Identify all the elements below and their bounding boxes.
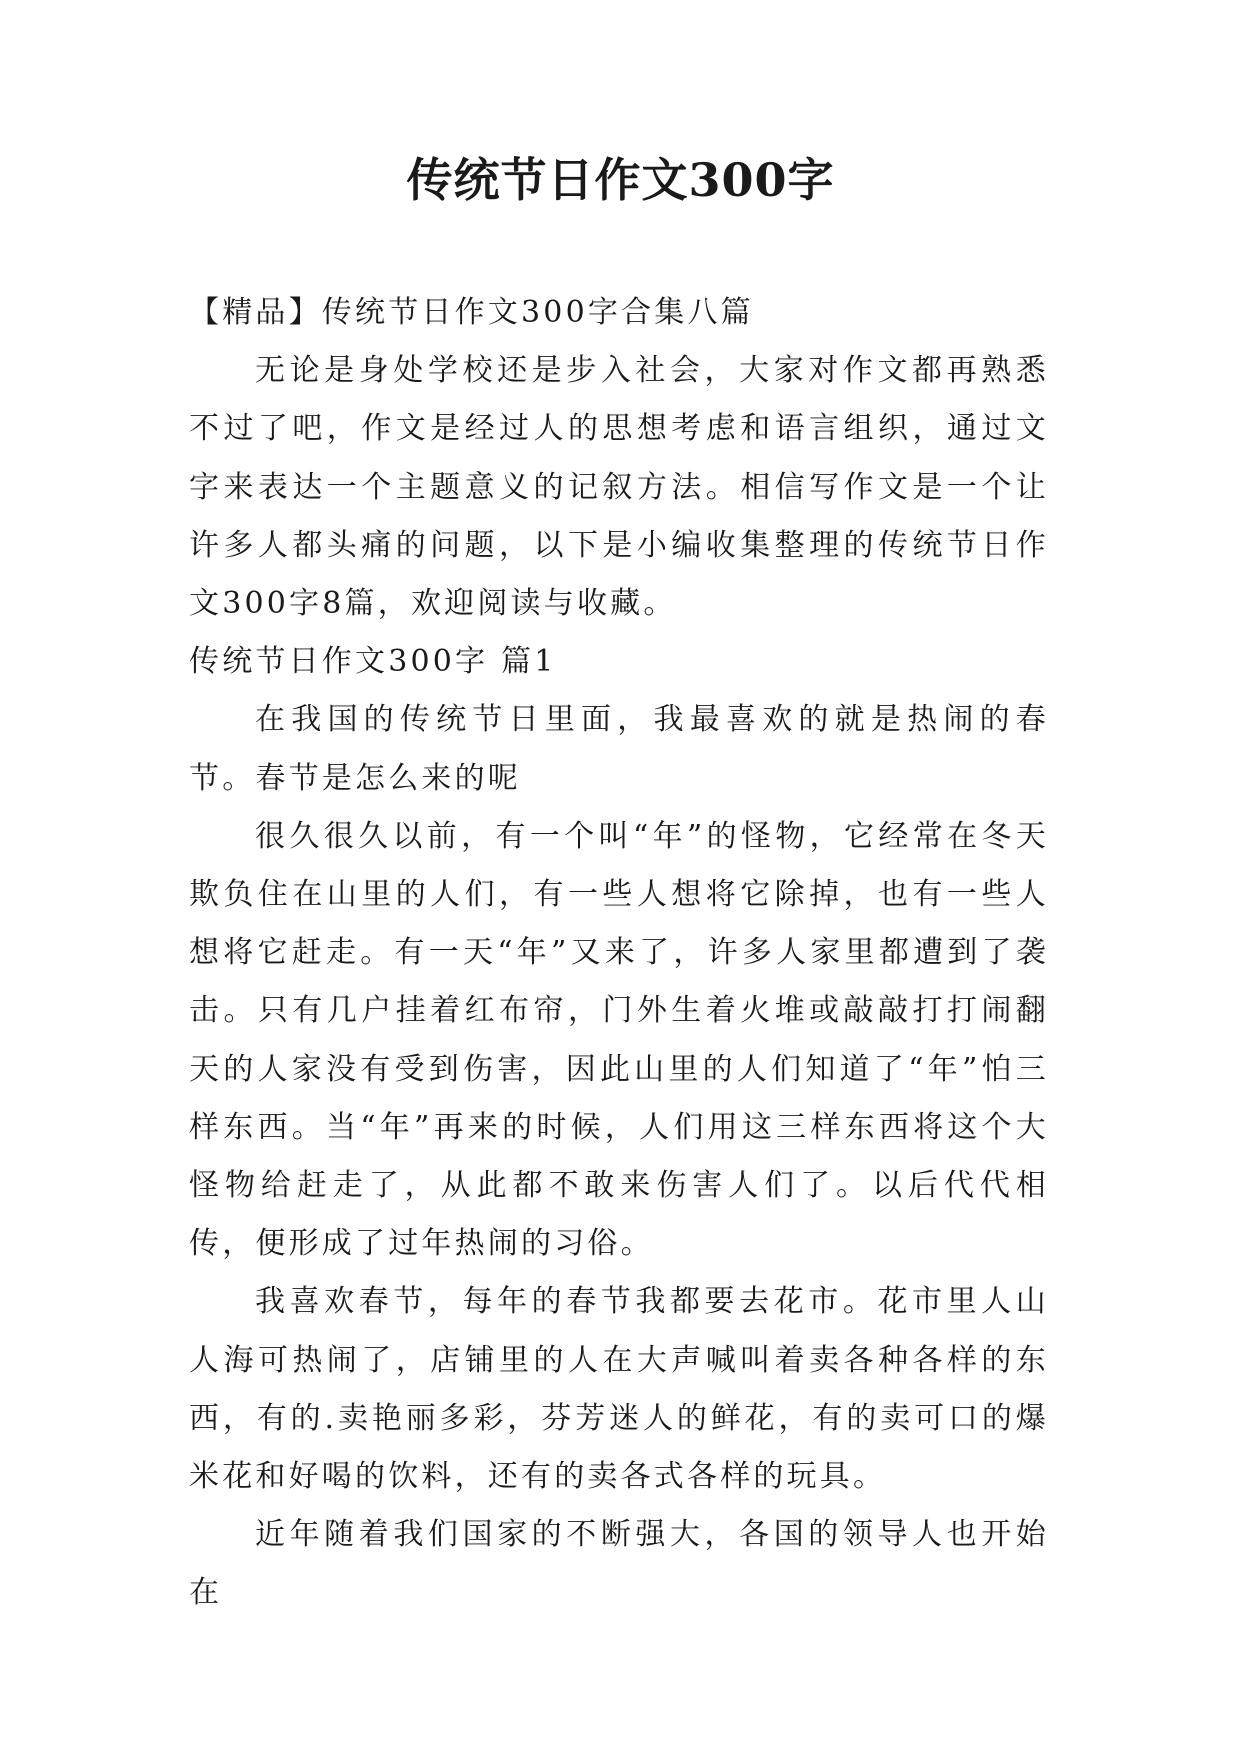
body-paragraph: 很久很久以前，有一个叫“年”的怪物，它经常在冬天欺负住在山里的人们，有一些人想将它除掉，也有一些人想将它赶走。有一天“年”又来了，许多人家里都遭到了袭击。只有几户挂着红布帘，门外生着火堆或敲敲打打闹翻天的人家没有受到伤害，因此山里的人们知道了“年”怕三样东西。当“年”再来的时候，人们用这三样东西将这个大怪物给赶走了，从此都不敢来伤害人们了。以后代代相传，便形成了过年热闹的习俗。 <box>189 818 1049 1262</box>
collection-subtitle: 【精品】传统节日作文300字合集八篇 <box>189 295 754 330</box>
body-paragraph: 近年随着我们国家的不断强大，各国的领导人也开始在 <box>189 1517 1049 1611</box>
section-heading: 传统节日作文300字 篇1 <box>189 644 557 680</box>
body-paragraph: 在我国的传统节日里面，我最喜欢的就是热闹的春节。春节是怎么来的呢 <box>189 702 1049 796</box>
document-body <box>189 284 1049 1623</box>
intro-paragraph: 无论是身处学校还是步入社会，大家对作文都再熟悉不过了吧，作文是经过人的思想考虑和语言组织，通过文字来表达一个主题意义的记叙方法。相信写作文是一个让许多人都头痛的问题，以下是小编收集整理的传统节日作文300字8篇，欢迎阅读与收藏。 <box>189 353 1049 622</box>
body-paragraph: 我喜欢春节，每年的春节我都要去花市。花市里人山人海可热闹了，店铺里的人在大声喊叫着卖各种各样的东西，有的.卖艳丽多彩，芬芳迷人的鲜花，有的卖可口的爆米花和好喝的饮料，还有的卖各式各样的玩具。 <box>189 1284 1049 1495</box>
document-title: 传统节日作文300字 <box>406 153 835 207</box>
